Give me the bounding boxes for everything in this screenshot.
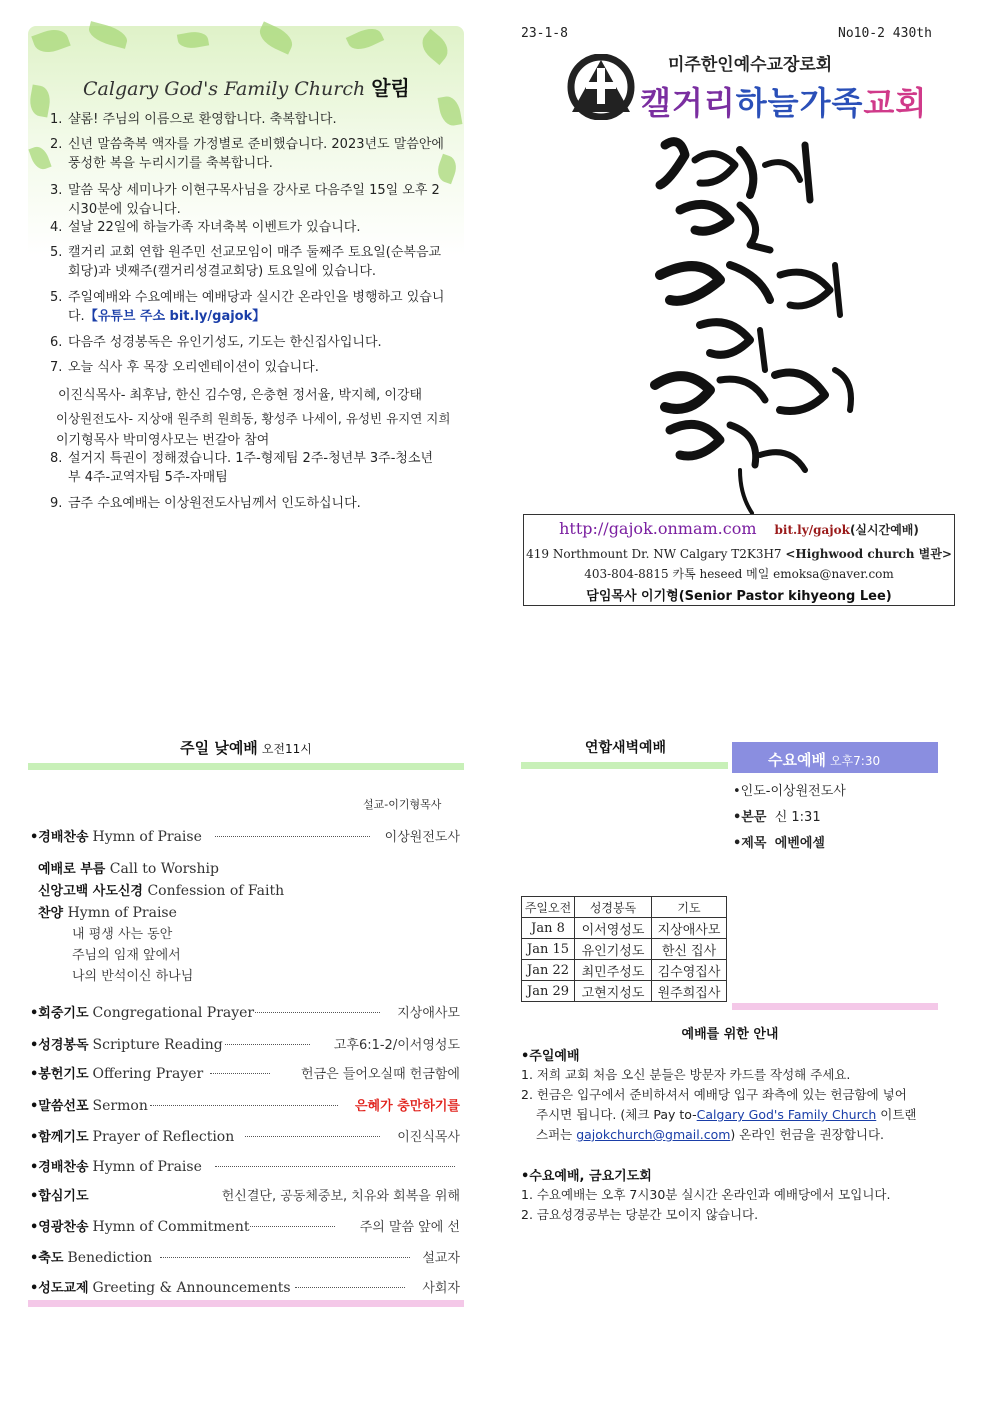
list-item: 1. 샬롬! 주님의 이름으로 환영합니다. 축복합니다. (50, 112, 337, 127)
youtube-link[interactable]: 【유튜브 주소 bit.ly/gajok】 (84, 309, 266, 324)
divider (28, 763, 464, 770)
list-item: 4. 설날 22일에 하늘가족 자녀축복 이벤트가 있습니다. (50, 220, 361, 235)
church-name: 캘거리하늘가족교회 (640, 84, 928, 122)
list-item: 3. 말씀 묵상 세미나가 이현구목사님을 강사로 다음주일 15일 오후 2시30분에 있습니다. (50, 183, 440, 217)
church-name-link[interactable]: Calgary God's Family Church (696, 1107, 877, 1122)
leaf-decoration (86, 21, 129, 49)
order-row: •성경봉독 Scripture Reading 고후6:1-2/이서영성도 (30, 1034, 460, 1052)
hymn-lyric: 내 평생 사는 동안 (72, 927, 173, 942)
order-row: •경배찬송 Hymn of Praise (30, 1156, 460, 1174)
list-item: 7. 오늘 식사 후 목장 오리엔테이션이 있습니다. (50, 360, 319, 375)
leaf-decoration (416, 29, 453, 65)
sunday-service-title: 주일 낮예배 오전11시 (180, 739, 312, 757)
leaf-decoration (28, 84, 53, 117)
order-row: •합심기도 헌신결단, 공동체중보, 치유와 회복을 위해 (30, 1185, 460, 1203)
hymn-lyric: 나의 반석이신 하나님 (72, 969, 194, 984)
live-stream-link[interactable]: bit.ly/gajok (774, 523, 850, 537)
table-row: Jan 22 최민주성도 김수영집사 (522, 960, 727, 981)
announcement-title (83, 72, 443, 98)
leaf-decoration (31, 25, 70, 57)
wednesday-scripture: •본문 신 1:31 (733, 810, 821, 825)
order-row: •영광찬송 Hymn of Commitment 주의 말씀 앞에 선 (30, 1216, 460, 1234)
email-link[interactable]: gajokchurch@gmail.com (576, 1127, 731, 1142)
divider (521, 762, 728, 769)
guide-text: 1. 수요예배는 오후 7시30분 실시간 온라인과 예배당에서 모입니다. (521, 1187, 891, 1202)
calligraphy-verse-icon (640, 125, 875, 515)
church-address: 419 Northmount Dr. NW Calgary T2K3H7 <Highwood church 별관> (526, 547, 952, 561)
list-item: 2. 신년 말씀축복 액자를 가정별로 준비했습니다. 2023년도 말씀안에 풍성한 복을 누리시기를 축복합니다. (50, 137, 444, 171)
list-item: 5. 캘거리 교회 연합 원주민 선교모임이 매주 둘째주 토요일(순복음교회당)과 넷째주(캘거리성결교회당) 토요일에 있습니다. (50, 245, 442, 279)
guide-wednesday-heading: •수요예배, 금요기도회 (521, 1169, 652, 1184)
leaf-decoration (177, 30, 209, 51)
team-list-line: 이상원전도사- 지상애 원주희 원희동, 황성주 나세이, 유성빈 유지연 지희 (56, 411, 451, 426)
guide-text: 2. 금요성경공부는 당분간 모이지 않습니다. (521, 1207, 759, 1222)
wednesday-topic: •제목 에벤에셀 (733, 836, 825, 851)
order-row: •함께기도 Prayer of Reflection 이진식목사 (30, 1126, 460, 1144)
order-row: •봉헌기도 Offering Prayer 헌금은 들어오실때 헌금함에 (30, 1063, 460, 1081)
guide-text: 2. 헌금은 입구에서 준비하셔서 예배당 입구 좌측에 있는 헌금함에 넣어 (521, 1087, 907, 1102)
order-row: 찬양 Hymn of Praise (38, 905, 177, 921)
order-row: 예배로 부름 Call to Worship (38, 861, 219, 877)
order-row: •회중기도 Congregational Prayer 지상애사모 (30, 1002, 460, 1020)
bulletin-date: 23-1-8 (521, 26, 568, 41)
table-row: Jan 29 고현지성도 원주희집사 (522, 981, 727, 1002)
list-item: 5. 주일예배와 수요예배는 예배당과 실시간 온라인을 병행하고 있습니다.【유튜브 주소 bit.ly/gajok】 (50, 290, 445, 324)
table-row: Jan 8 이서영성도 지상애사모 (522, 918, 727, 939)
divider (28, 1300, 464, 1307)
leaf-decoration (255, 21, 296, 54)
order-row: •축도 Benediction 설교자 (30, 1247, 460, 1265)
guide-title: 예배를 위한 안내 (681, 1027, 779, 1042)
guide-sunday-heading: •주일예배 (521, 1049, 580, 1064)
hymn-lyric: 주님의 임재 앞에서 (72, 948, 181, 963)
list-item: 9. 금주 수요예배는 이상원전도사님께서 인도하십니다. (50, 496, 361, 511)
dawn-service-title: 연합새벽예배 (584, 740, 667, 756)
preacher-label: 설교-이기형목사 (363, 798, 442, 811)
cross-triangle-icon (566, 54, 636, 120)
order-row: •말씀선포 Sermon 은혜가 충만하기를 (30, 1095, 460, 1113)
leaf-decoration (346, 24, 384, 55)
wednesday-service-header: 수요예배 오후7:30 (732, 742, 938, 773)
sermon-title: 은혜가 충만하기를 (353, 1095, 460, 1114)
leaf-decoration (28, 144, 51, 172)
list-item: 6. 다음주 성경봉독은 유인기성도, 기도는 한신집사입니다. (50, 335, 382, 350)
guide-text: 스퍼는 gajokchurch@gmail.com) 온라인 헌금을 권장합니다. (536, 1127, 885, 1142)
order-row: •경배찬송 Hymn of Praise 이상원전도사 (30, 826, 460, 844)
divider (732, 1003, 938, 1010)
bulletin-number: No10-2 430th (838, 26, 932, 41)
order-row: 신앙고백 사도신경 Confession of Faith (38, 883, 285, 899)
denomination: 미주한인예수교장로회 (668, 55, 833, 75)
guide-text: 주시면 됩니다. (체크 Pay to-Calgary God's Family Church 이트랜 (536, 1107, 917, 1122)
contact-info-box: http://gajok.onmam.com bit.ly/gajok(실시간예배) 419 Northmount Dr. NW Calgary T2K3H7 <Highwood church 별관> 403-804-8815 카톡 heseed 메일 emoksa@naver.com 담임목사 이기형(Senior Pastor kihyeong Lee) (523, 514, 955, 606)
list-item: 8. 설거지 특권이 정해졌습니다. 1주-형제팀 2주-청년부 3주-청소년부 4주-교역자팀 5주-자매팀 (50, 451, 434, 485)
wednesday-leader: •인도-이상원전도사 (733, 784, 846, 799)
table-row: Jan 15 유인기성도 한신 집사 (522, 939, 727, 960)
senior-pastor: 담임목사 이기형(Senior Pastor kihyeong Lee) (586, 589, 892, 604)
guide-text: 1. 저희 교회 처음 오신 분들은 방문자 카드를 작성해 주세요. (521, 1067, 851, 1082)
contact-line: 403-804-8815 카톡 heseed 메일 emoksa@naver.com (584, 567, 894, 581)
team-list-line: 이기형목사 박미영사모는 번갈아 참여 (56, 433, 270, 448)
team-list-line: 이진식목사- 최후남, 한신 김수영, 은충현 정서율, 박지혜, 이강태 (58, 388, 423, 403)
duty-schedule-table (521, 896, 727, 1002)
order-row: •성도교제 Greeting & Announcements 사회자 (30, 1277, 460, 1295)
table-header-row: 주일오전 성경봉독 기도 (522, 897, 727, 918)
website-link[interactable]: http://gajok.onmam.com (559, 519, 757, 538)
title-english: Calgary God's Family Church (83, 78, 366, 100)
title-korean: 알림 (371, 76, 410, 100)
